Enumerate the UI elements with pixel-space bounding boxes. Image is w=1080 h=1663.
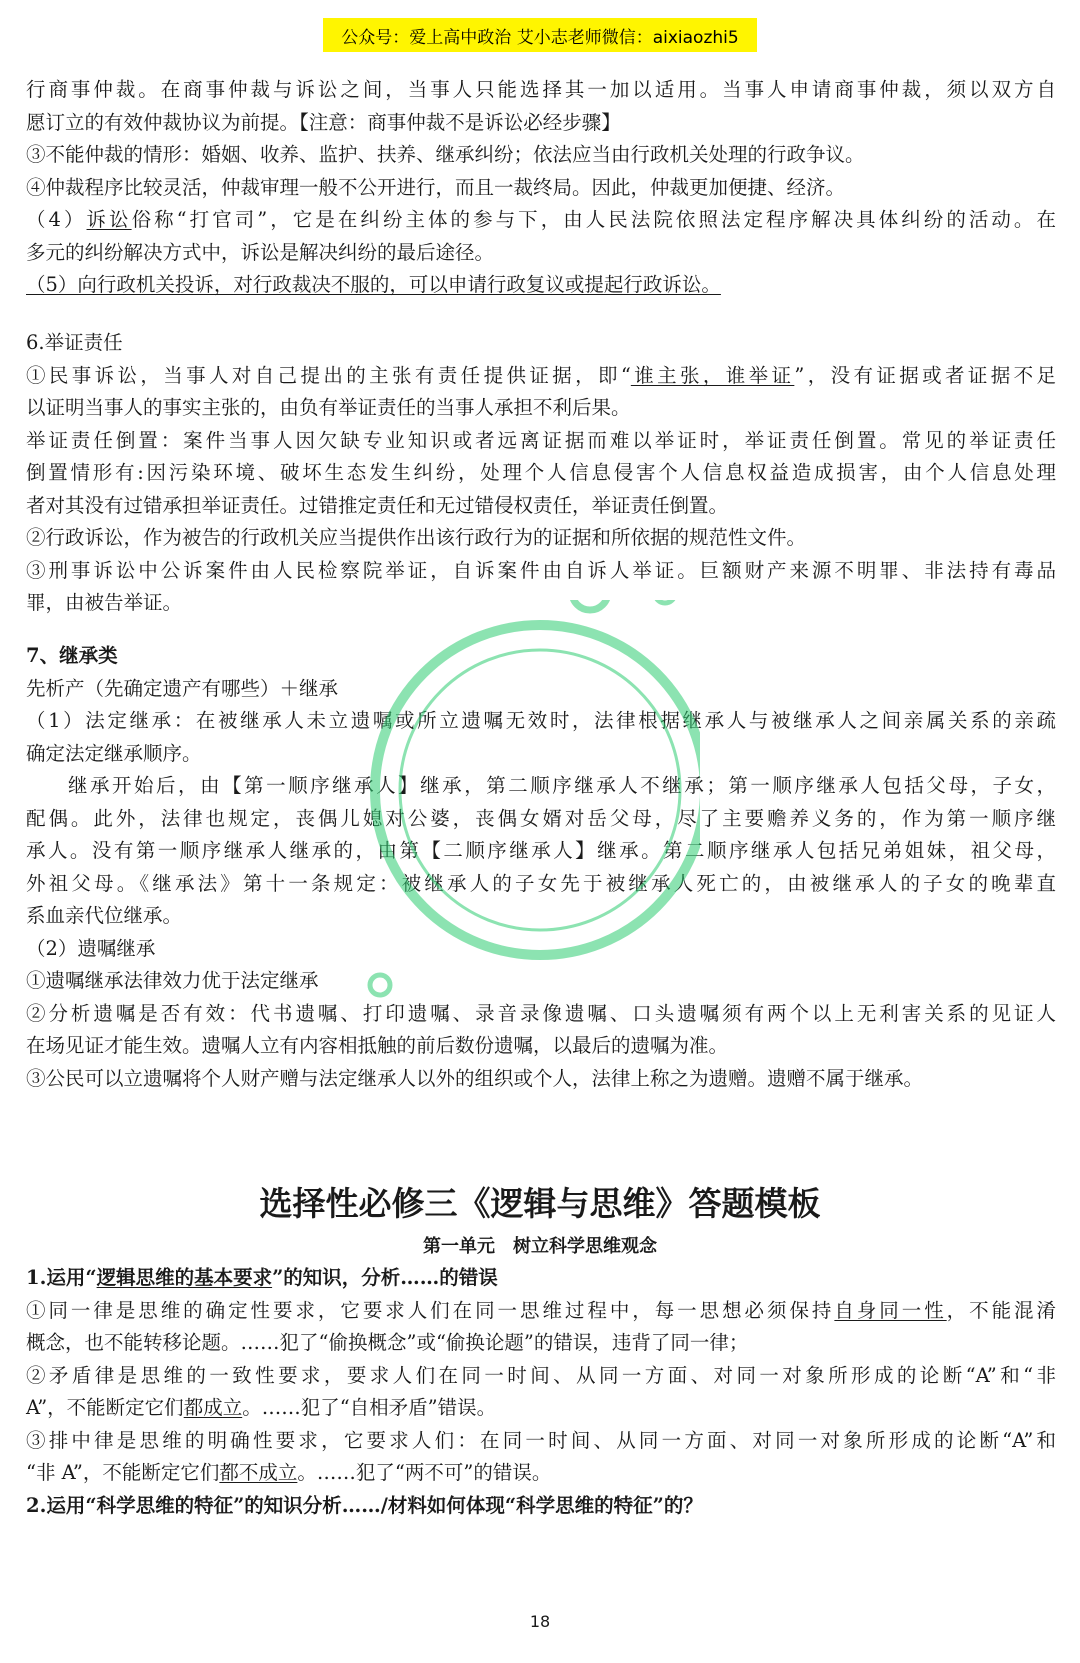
text-line: ②分析遗嘱是否有效：代书遗嘱、打印遗嘱、录音录像遗嘱、口头遗嘱须有两个以上无利害关系的见证人 [26, 1001, 1056, 1025]
text-segment: ①同一律是思维的确定性要求，它要求人们在同一思维过程中，每一思想必须保持 [26, 1298, 835, 1322]
text-line: ③不能仲裁的情形：婚姻、收养、监护、扶养、继承纠纷；依法应当由行政机关处理的行政争议。 [26, 143, 865, 166]
litigation-rest: 俗称“打官司”，它是在纠纷主体的参与下，由人民法院依照法定程序解决具体纠纷的活动。在 [131, 208, 1056, 231]
question-heading: 2.运用“科学思维的特征”的知识分析……/材料如何体现“科学思维的特征”的？ [26, 1493, 703, 1517]
unit-title: 第一单元 树立科学思维观念 [423, 1236, 657, 1257]
logic-section [26, 1262, 1056, 1522]
self-identity-term: 自身同一性 [834, 1298, 947, 1322]
text-line: 举证责任倒置：案件当事人因欠缺专业知识或者远离证据而难以举证时，举证责任倒置。常见的举证责任 [26, 428, 1056, 452]
text-line: 罪，由被告举证。 [26, 591, 183, 614]
text-segment: ”的知识，分析……的错误 [272, 1266, 498, 1289]
text-line: （2）遗嘱继承 [26, 936, 156, 960]
litigation-prefix: （4） [26, 208, 87, 231]
litigation-term: 诉讼 [86, 208, 132, 231]
text-line: ④仲裁程序比较灵活，仲裁审理一般不公开进行，而且一裁终局。因此，仲裁更加便捷、经济。 [26, 175, 846, 199]
text-segment: A”，不能断定它们 [26, 1396, 184, 1419]
text-line: 概念，也不能转移论题。……犯了“偷换概念”或“偷换论题”的错误，违背了同一律； [26, 1331, 749, 1354]
text-line [26, 1295, 1056, 1328]
text-segment: 。……犯了“自相矛盾”错误。 [242, 1396, 497, 1419]
text-line: （1）法定继承：在被继承人未立遗嘱或所立遗嘱无效时，法律根据继承人与被继承人之间亲属关系的亲疏 [26, 709, 1056, 732]
text-line: 多元的纠纷解决方式中，诉讼是解决纠纷的最后途径。 [26, 240, 495, 264]
text-line: 继承开始后，由【第一顺序继承人】继承，第二顺序继承人不继承；第一顺序继承人包括父母，子女， [68, 774, 1056, 797]
text-segment: ，不能混淆 [946, 1298, 1056, 1322]
text-line: 行商事仲裁。在商事仲裁与诉讼之间，当事人只能选择其一加以适用。当事人申请商事仲裁，须以双方自 [26, 78, 1056, 101]
text-line: 确定法定继承顺序。 [26, 741, 202, 765]
text-line: ③刑事诉讼中公诉案件由人民检察院举证，自诉案件由自诉人举证。巨额财产来源不明罪、非法持有毒品 [26, 558, 1056, 582]
text-line: ②矛盾律是思维的一致性要求，要求人们在同一时间、从同一方面、对同一对象所形成的论断“A”和“非 [26, 1363, 1056, 1387]
section-heading: 6.举证责任 [26, 331, 123, 354]
inheritance-section [26, 640, 1056, 1095]
text-segment: ”，没有证据或者证据不足 [794, 363, 1056, 387]
text-line: ①遗嘱继承法律效力优于法定继承 [26, 969, 319, 992]
text-segment: 1.运用“ [26, 1266, 97, 1289]
administrative-complaint-line: （5）向行政机关投诉，对行政裁决不服的，可以申请行政复议或提起行政诉讼。 [26, 273, 721, 296]
arbitration-section [26, 74, 1056, 302]
logic-title: 选择性必修三《逻辑与思维》答题模板 [259, 1184, 821, 1223]
burden-of-proof-section [26, 327, 1056, 620]
both-true-term: 都成立 [183, 1396, 243, 1419]
text-segment: ①民事诉讼，当事人对自己提出的主张有责任提供证据，即“ [26, 363, 631, 387]
text-line: 先析产（先确定遗产有哪些）＋继承 [26, 676, 339, 700]
litigation-line [26, 204, 1056, 237]
text-line: 倒置情形有:因污染环境、破坏生态发生纠纷，处理个人信息侵害个人信息权益造成损害，由个人信息处理 [26, 461, 1056, 484]
both-false-term: 都不成立 [219, 1461, 298, 1484]
section-heading: 7、继承类 [26, 644, 118, 667]
text-line: ③公民可以立遗嘱将个人财产赠与法定继承人以外的组织或个人，法律上称之为遗赠。遗赠不属于继承。 [26, 1066, 924, 1090]
text-segment: 。……犯了“两不可”的错误。 [297, 1461, 552, 1484]
text-line: 系血亲代位继承。 [26, 904, 183, 927]
header-banner: 公众号：爱上高中政治 艾小志老师微信：aixiaozhi5 [323, 18, 757, 52]
text-segment: “非 A”，不能断定它们 [26, 1461, 220, 1484]
text-line: 外祖父母。《继承法》第十一条规定：被继承人的子女先于被继承人死亡的，由被继承人的子女的晚辈直 [26, 871, 1056, 895]
text-line: 在场见证才能生效。遗嘱人立有内容相抵触的前后数份遗嘱，以最后的遗嘱为准。 [26, 1034, 729, 1057]
text-line: 愿订立的有效仲裁协议为前提。【注意：商事仲裁不是诉讼必经步骤】 [26, 110, 621, 134]
text-line: 以证明当事人的事实主张的，由负有举证责任的当事人承担不利后果。 [26, 396, 631, 419]
text-line: 承人。没有第一顺序继承人继承的，由第【二顺序继承人】继承。第二顺序继承人包括兄弟姐妹，祖父母， [26, 839, 1056, 862]
text-line: ③排中律是思维的明确性要求，它要求人们：在同一时间、从同一方面、对同一对象所形成的论断“A”和 [26, 1428, 1056, 1452]
text-line [26, 1457, 1056, 1490]
text-line: ②行政诉讼，作为被告的行政机关应当提供作出该行政行为的证据和所依据的规范性文件。 [26, 526, 807, 549]
page-number: 18 [529, 1612, 551, 1631]
who-claims-who-proves: 谁主张，谁举证 [630, 363, 795, 387]
text-line: 者对其没有过错承担举证责任。过错推定责任和无过错侵权责任，举证责任倒置。 [26, 493, 729, 517]
question-heading [26, 1262, 1056, 1295]
text-line [26, 1392, 1056, 1425]
text-line: 配偶。此外，法律也规定，丧偶儿媳对公婆，丧偶女婿对岳父母，尽了主要赡养义务的，作为第一顺序继 [26, 806, 1056, 830]
text-line [26, 360, 1056, 393]
logic-requirements-term: 逻辑思维的基本要求 [96, 1266, 273, 1289]
